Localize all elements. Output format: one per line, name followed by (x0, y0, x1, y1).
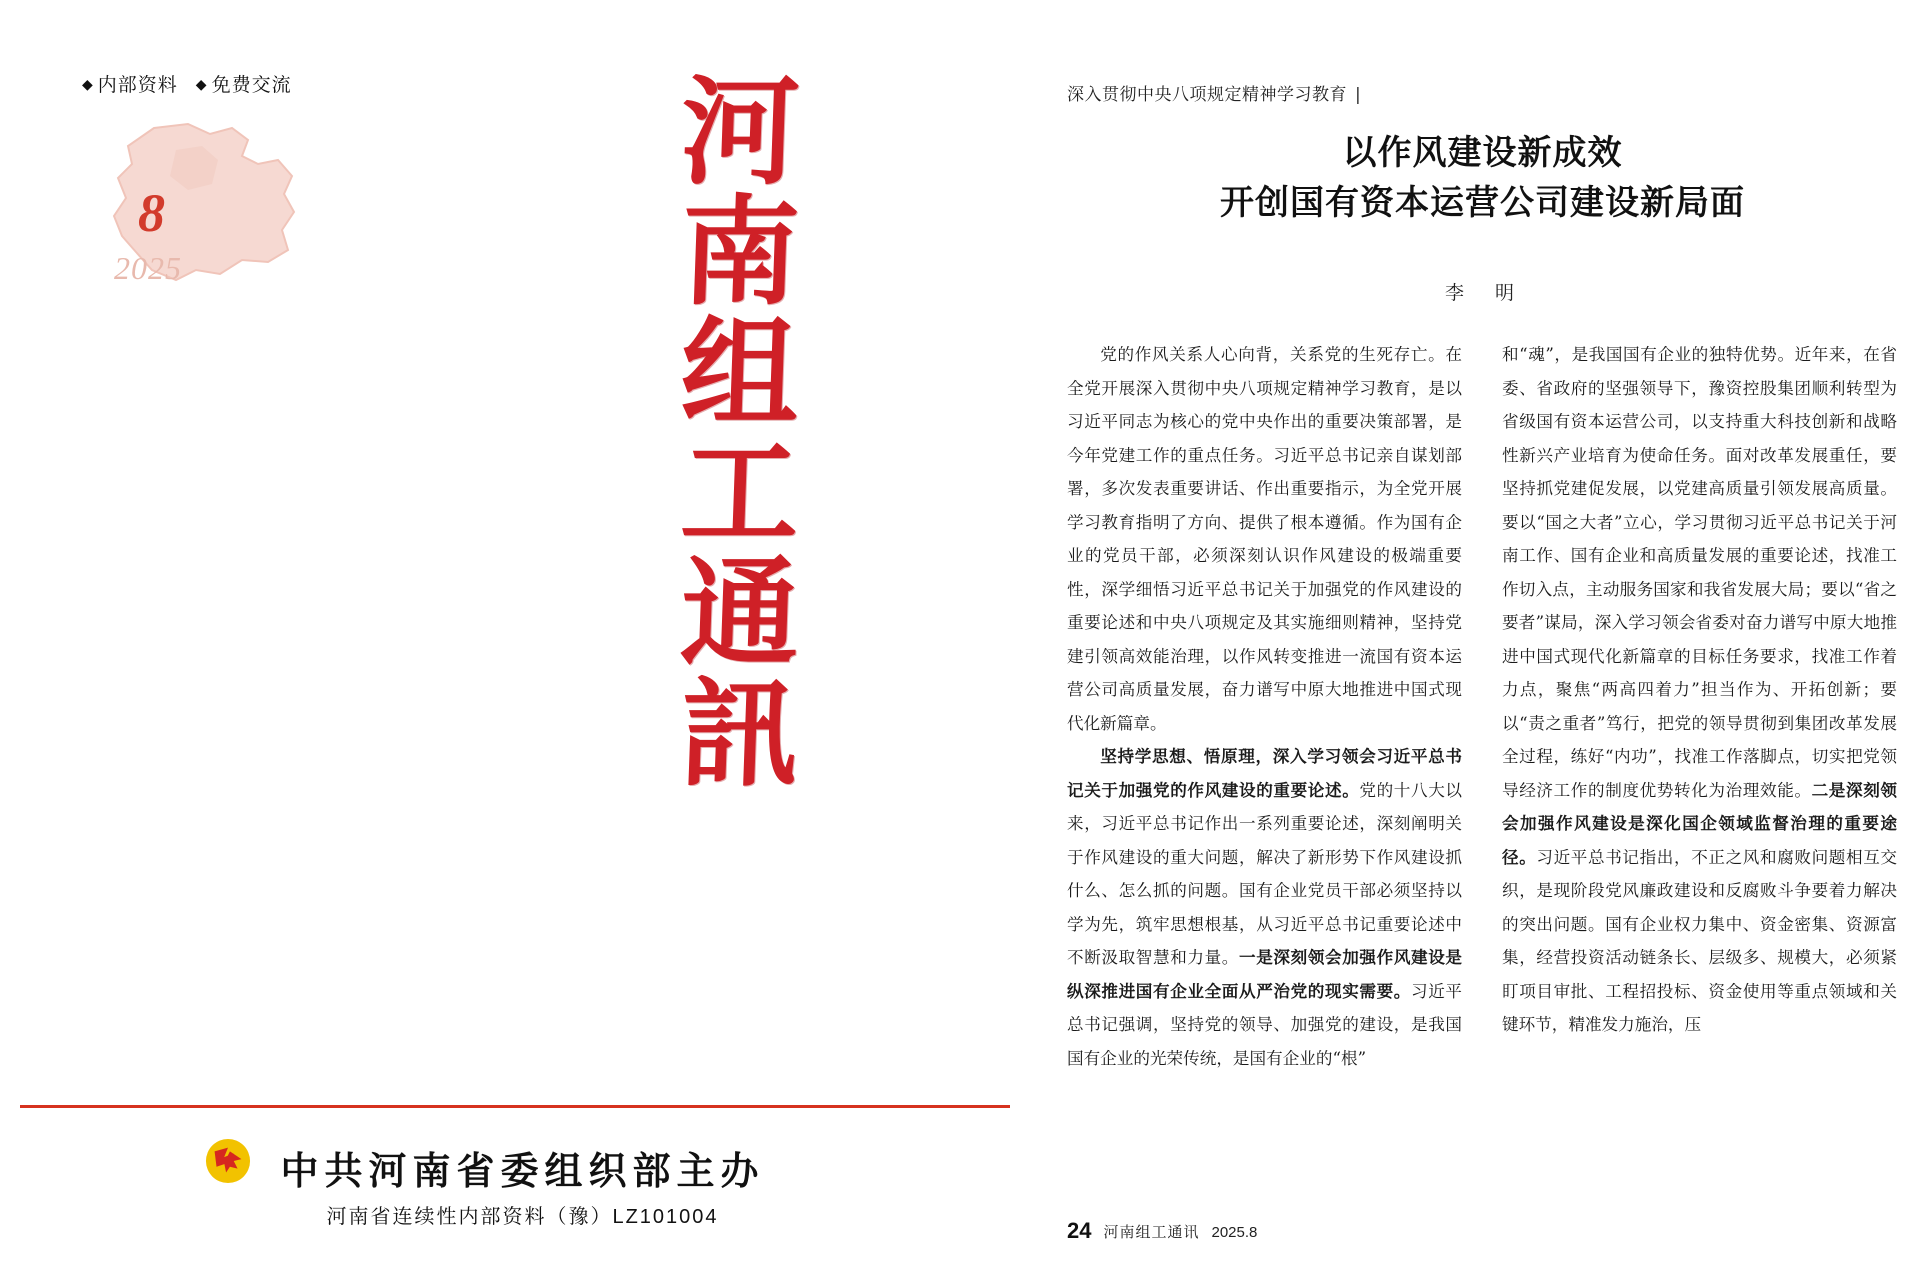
running-head-bar: | (1355, 85, 1362, 105)
paragraph-3-lead: 和“魂”，是我国国有企业的独特优势。近年来，在省委、省政府的坚强领导下，豫资控股集团顺利转型为省级国有资本运营公司，以支持重大科技创新和战略性新兴产业培育为使命任务。面对改革发展重任，要坚持抓党建促发展，以党建高质量引领发展高质量。要以“国之大者”立心，学习贯彻习近平总书记关于河南工作、国有企业和高质量发展的重要论述，找准工作切入点，主动服务国家和我省发展大局；要以“省之要者”谋局，深入学习领会省委对奋力谱写中原大地推进中国式现代化新篇章的目标任务要求，找准工作着力点，聚焦“两高四着力”担当作为、开拓创新；要以“责之重者”笃行，把党的领导贯彻到集团改革发展全过程，练好“内功”，找准工作落脚点，切实把党领导经济工作的制度优势转化为治理效能。 (1502, 345, 1897, 800)
masthead-char-6: 訊 (678, 663, 802, 803)
article-title (1075, 128, 1890, 229)
article-title-line2: 开创国有资本运营公司建设新局面 (1220, 183, 1745, 224)
article-page (1045, 0, 1920, 1280)
province-map-block (92, 120, 307, 305)
paragraph-1: 党的作风关系人心向背，关系党的生死存亡。在全党开展深入贯彻中央八项规定精神学习教育，是以习近平同志为核心的党中央作出的重要决策部署，是今年党建工作的重点任务。习近平总书记亲自谋划部署，多次发表重要讲话、作出重要指示，为全党开展学习教育指明了方向、提供了根本遵循。作为国有企业的党员干部，必须深刻认识作风建设的极端重要性，深学细悟习近平总书记关于加强党的作风建设的重要论述和中央八项规定及其实施细则精神，坚持党建引领高效能治理，以作风转变推进一流国有资本运营公司高质量发展，奋力谱写中原大地推进中国式现代化新篇章。 (1067, 345, 1462, 733)
paragraph-3-bold-mid: 二是深刻领会加强作风建设是深化国企领域监督治理的重要途径。 (1502, 779, 1897, 867)
masthead-char-1: 河 (678, 62, 802, 201)
paragraph-2-bold-mid: 一是深刻领会加强作风建设是纵深推进国有企业全面从严治党的现实需要。 (1067, 947, 1462, 1001)
cover-mark-internal: 内部资料 (97, 75, 178, 96)
footer-date: 2025.8 (1211, 1224, 1258, 1241)
serial-number-line: 河南省连续性内部资料（豫）LZ101004 (326, 1206, 719, 1228)
masthead-char-5: 通 (678, 543, 802, 683)
article-author: 李 明 (1444, 282, 1520, 304)
cover-divider (20, 1105, 1010, 1108)
masthead-char-4: 工 (678, 423, 802, 563)
paragraph-2-body: 党的十八大以来，习近平总书记作出一系列重要论述，深刻阐明关于作风建设的重大问题，解决了新形势下作风建设抓什么、怎么抓的问题。国有企业党员干部必须坚持以学为先，筑牢思想根基，从习近平总书记重要论述中不断汲取智慧和力量。 (1067, 780, 1462, 968)
issue-year: 2025 (114, 250, 182, 286)
cover-mark-free: 免费交流 (211, 75, 292, 96)
organizer-line: 中共河南省委组织部主办 (280, 1148, 765, 1193)
paragraph-2-tail: 习近平总书记强调，坚持党的领导、加强党的建设，是我国国有企业的光荣传统，是国有企业的“根” (1067, 981, 1462, 1068)
article-column-right (1502, 338, 1897, 1193)
page-footer (1067, 1218, 1257, 1244)
footer-source: 河南组工通讯 (1103, 1224, 1200, 1241)
issue-number: 8 (138, 183, 164, 243)
running-head (1067, 80, 1361, 105)
paragraph-3-tail: 习近平总书记指出，不正之风和腐败问题相互交织，是现阶段党风廉政建设和反腐败斗争要着力解决的突出问题。国有企业权力集中、资金密集、资源富集，经营投资活动链条长、层级多、规模大，必须紧盯项目审批、工程招投标、资金使用等重点领域和关键环节，精准发力施治，压 (1502, 847, 1897, 1035)
running-head-text: 深入贯彻中央八项规定精神学习教育 (1067, 85, 1347, 105)
article-body-columns (1067, 338, 1897, 1193)
page-number: 24 (1067, 1218, 1092, 1243)
paragraph-2 (1067, 740, 1462, 1075)
masthead-char-2: 南 (678, 182, 802, 322)
cover-notice-marks (82, 70, 292, 97)
paragraph-3 (1502, 338, 1897, 1042)
article-title-line1: 以作风建设新成效 (1342, 133, 1623, 173)
paragraph-2-bold-lead: 坚持学思想、悟原理，深入学习领会习近平总书记关于加强党的作风建设的重要论述。 (1067, 746, 1462, 800)
diamond-icon: ◆ (82, 76, 94, 92)
article-column-left (1067, 338, 1462, 1193)
masthead-title (630, 62, 850, 803)
diamond-icon-2: ◆ (195, 76, 208, 92)
masthead-char-3: 组 (678, 302, 802, 442)
